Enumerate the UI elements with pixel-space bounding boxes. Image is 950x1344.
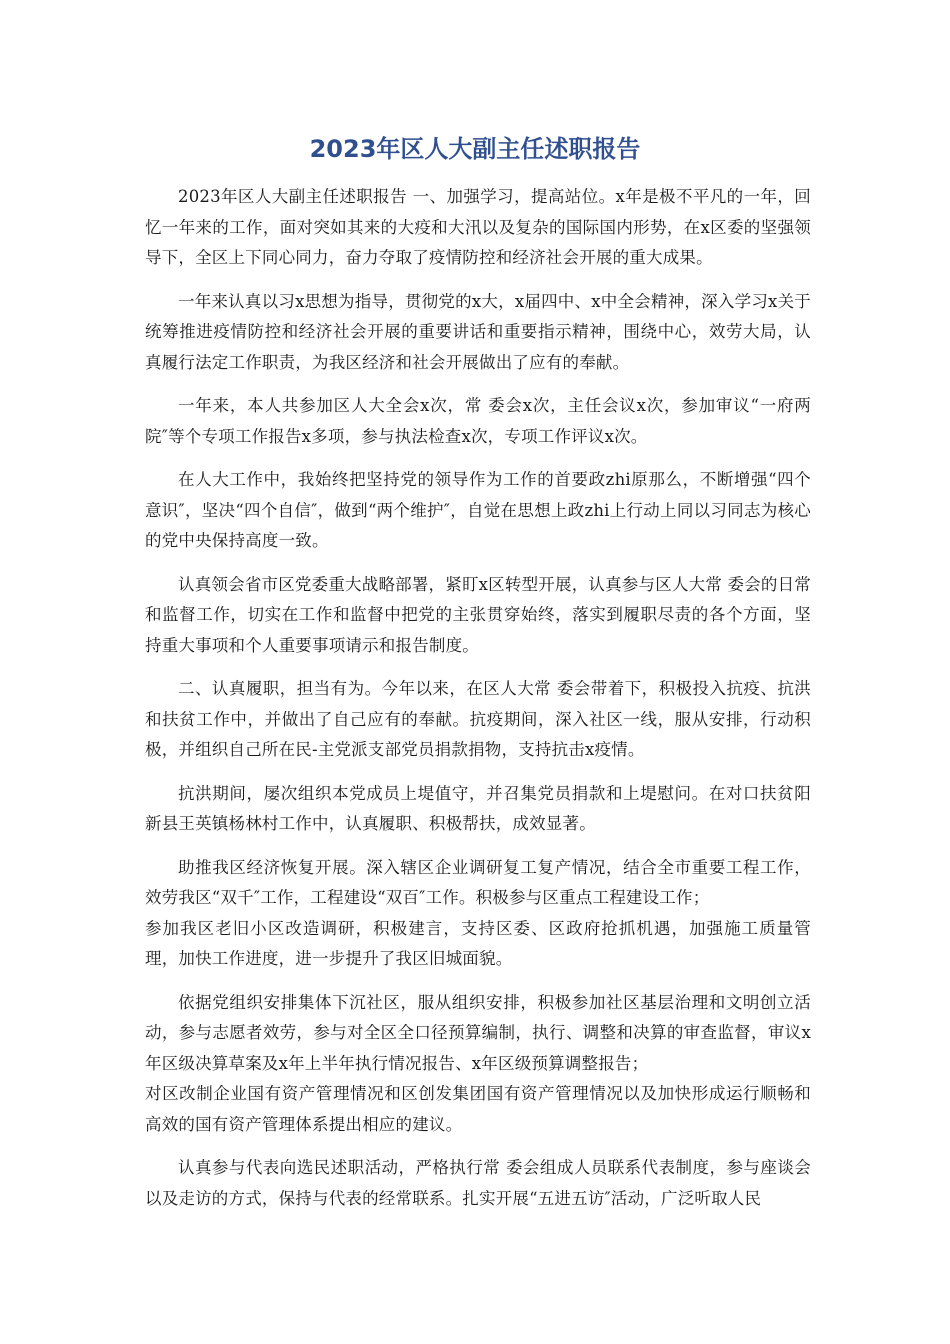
paragraph-line: 对区改制企业国有资产管理情况和区创发集团国有资产管理情况以及加快形成运行顺畅和高效的国有资产管理体系提出相应的建议。 bbox=[145, 1084, 811, 1134]
document-title: 2023年区人大副主任述职报告 bbox=[309, 135, 641, 163]
paragraph: 一年来认真以习x思想为指导，贯彻党的x大，x届四中、x中全会精神，深入学习x关于统筹推进疫情防控和经济社会开展的重要讲话和重要指示精神，围绕中心，效劳大局，认真履行法定工作职责，为我区经济和社会开展做出了应有的奉献。 bbox=[145, 291, 811, 372]
paragraph: 认真领会省市区党委重大战略部署，紧盯x区转型开展，认真参与区人大常 委会的日常和监督工作，切实在工作和监督中把党的主张贯穿始终，落实到履职尽责的各个方面，坚持重大事项和个人重要事项请示和报告制度。 bbox=[145, 574, 811, 655]
paragraph: 一年来，本人共参加区人大全会x次，常 委会x次，主任会议x次，参加审议“一府两院″等个专项工作报告x多项，参与执法检查x次，专项工作评议x次。 bbox=[145, 396, 811, 446]
paragraph-line: 参加我区老旧小区改造调研，积极建言，支持区委、区政府抢抓机遇，加强施工质量管理，加快工作进度，进一步提升了我区旧城面貌。 bbox=[145, 918, 811, 968]
paragraph: 2023年区人大副主任述职报告 一、加强学习，提高站位。x年是极不平凡的一年，回忆一年来的工作，面对突如其来的大疫和大汛以及复杂的国际国内形势，在x区委的坚强领导下，全区上下同心同力，奋力夺取了疫情防控和经济社会开展的重大成果。 bbox=[145, 187, 811, 267]
paragraph-community-work bbox=[145, 988, 811, 1141]
document-body bbox=[145, 182, 811, 1227]
paragraph: 在人大工作中，我始终把坚持党的领导作为工作的首要政zhi原那么，不断增强“四个意识″，坚决“四个自信″，做到“两个维护″，自觉在思想上政zhi上行动上同以习同志为核心的党中央保持高度一致。 bbox=[145, 470, 811, 550]
paragraph: 二、认真履职，担当有为。今年以来，在区人大常 委会带着下，积极投入抗疫、抗洪和扶贫工作中，并做出了自己应有的奉献。抗疫期间，深入社区一线，服从安排，行动积极，并组织自己所在民-主党派支部党员捐款捐物，支持抗击x疫情。 bbox=[145, 679, 811, 759]
paragraph: 抗洪期间，屡次组织本党成员上堤值守，并召集党员捐款和上堤慰问。在对口扶贫阳新县王英镇杨林村工作中，认真履职、积极帮扶，成效显著。 bbox=[145, 783, 811, 833]
paragraph-economic-recovery bbox=[145, 853, 811, 975]
paragraph: 认真参与代表向选民述职活动，严格执行常 委会组成人员联系代表制度，参与座谈会以及走访的方式，保持与代表的经常联系。扎实开展“五进五访″活动，广泛听取人民 bbox=[145, 1158, 811, 1208]
paragraph-line: 助推我区经济恢复开展。深入辖区企业调研复工复产情况，结合全市重要工程工作，效劳我区“双千″工作，工程建设“双百″工作。积极参与区重点工程建设工作； bbox=[145, 857, 811, 907]
paragraph-line: 依据党组织安排集体下沉社区，服从组织安排，积极参加社区基层治理和文明创立活动，参与志愿者效劳，参与对全区全口径预算编制，执行、调整和决算的审查监督，审议x年区级决算草案及x年上半年执行情况报告、x年区级预算调整报告； bbox=[145, 992, 811, 1073]
